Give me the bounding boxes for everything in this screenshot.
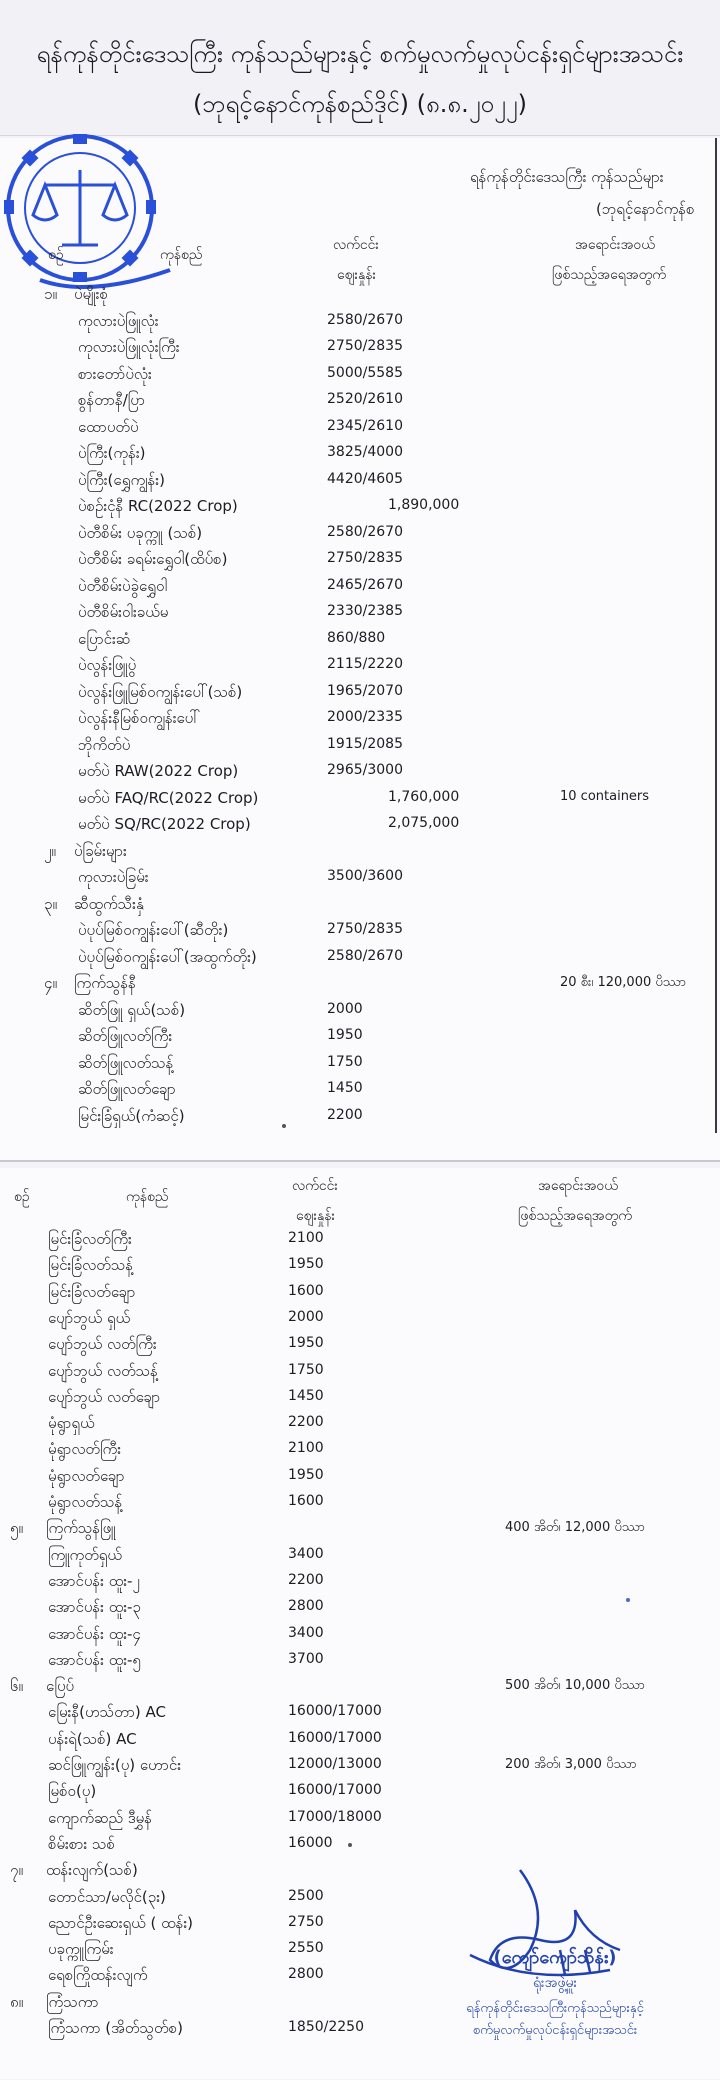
row-price: 1450 [288, 1387, 324, 1404]
row-price: 2100 [288, 1230, 324, 1246]
row-item-name: ပဲကြီး(ရွှေကျွန်း) [78, 470, 165, 489]
row-price: 2200 [288, 1414, 324, 1431]
col-item-header: ကုန်စည် [160, 247, 203, 263]
row-item-name: ကြံသကာ [46, 1992, 99, 2011]
col-price-header-top: လက်ငင်း [333, 237, 379, 253]
row-price: 1915/2085 [327, 735, 403, 752]
row-price: 1950 [327, 1027, 363, 1043]
row-item-name: ပျော်ဘွယ် လတ်ကြီး [48, 1335, 157, 1354]
col-price-header-top-p2: လက်ငင်း [292, 1178, 338, 1194]
signatory-role: ရုံးအဖွဲ့မှူး [533, 1975, 577, 1991]
row-price: 3500/3600 [327, 868, 403, 884]
row-price: 2,075,000 [388, 815, 460, 831]
row-price: 2115/2220 [327, 656, 403, 672]
row-price: 16000 [288, 1834, 333, 1851]
row-number: ၇။ [10, 1861, 23, 1880]
col-price-header-bottom: ဈေးနှုန်း [337, 267, 377, 283]
col-remark-header-bottom: ဖြစ်သည့်အရေအတွက် [552, 267, 666, 283]
ink-speck [626, 1598, 630, 1602]
page-edge-line [715, 138, 717, 1133]
row-price: 3400 [288, 1624, 324, 1641]
col-no-header-p2: စဉ် [14, 1189, 30, 1205]
row-price: 1850/2250 [288, 2019, 364, 2035]
row-price: 1,760,000 [388, 788, 460, 805]
row-item-name: ဆိတ်ဖြူ ရှယ်(သစ်) [78, 1000, 186, 1019]
row-item-name: မုံရွာလတ်ကြီး [48, 1440, 122, 1459]
row-item-name: စွန်တာနီ/ပြာ [78, 391, 146, 409]
row-price: 16000/17000 [288, 1782, 382, 1799]
row-price: 2750/2835 [327, 338, 403, 354]
row-price: 2580/2670 [327, 523, 403, 540]
row-item-name: ပဲတီစိမ်း ခရမ်းရွှေဝါ(ထိပ်စ) [78, 550, 228, 568]
row-price: 1965/2070 [327, 682, 403, 699]
row-item-name: ပဲလွန်းနီမြစ်ဝကျွန်းပေါ် [78, 709, 200, 727]
row-item-name: ပခုက္ကူကြမ်း [48, 1940, 114, 1959]
row-item-name: ပဲတီစိမ်းဝါးခယ်မ [78, 603, 169, 621]
association-seal-icon [0, 130, 185, 305]
row-item-name: ညောင်ဦးဆေးရှယ် ( ထန်း) [48, 1913, 194, 1932]
row-item-name: ကုလားပဲဖြူလုံးကြီး [78, 338, 180, 356]
row-item-name: အောင်ပန်း ထူး-၃ [48, 1598, 141, 1617]
row-item-name: ပဲတီစိမ်းပဲခွဲရွှေဝါ [78, 576, 168, 595]
col-price-header-bottom-p2: ဈေးနှုန်း [296, 1208, 336, 1224]
row-item-name: မုံရွာလတ်သန့် [48, 1493, 123, 1511]
row-number: ၃။ [44, 894, 57, 913]
row-item-name: မုံရွာရှယ် [48, 1414, 95, 1433]
row-item-name: အောင်ပန်း ထူး-၂ [48, 1571, 140, 1590]
doc-title-line1: ရန်ကုန်တိုင်းဒေသကြီး ကုန်သည်များနှင့် စက်မှုလက်မှုလုပ်ငန်းရှင်များအသင်း [36, 40, 684, 68]
row-price: 16000/17000 [288, 1729, 382, 1746]
row-item-name: မတ်ပဲ RAW(2022 Crop) [78, 762, 239, 780]
row-item-name: ပဲခြမ်းများ [74, 841, 127, 860]
row-item-name: ပျော်ဘွယ် ရှယ် [48, 1308, 131, 1327]
row-price: 2345/2610 [327, 417, 403, 434]
row-item-name: ပဲလွန်းဖြူမြစ်ဝကျွန်းပေါ်(သစ်) [78, 682, 243, 701]
row-number: ၄။ [44, 974, 57, 992]
row-item-name: ပဲလွန်းဖြူပွဲ [78, 656, 137, 674]
row-item-name: ကျောက်ဆည် ဒီမွှန် [48, 1808, 152, 1827]
row-item-name: ကြံသကာ (အိတ်သွတ်စ) [48, 2019, 183, 2037]
row-item-name: ကုလားပဲခြမ်း [78, 868, 149, 886]
row-item-name: ထောပတ်ပဲ [78, 417, 139, 436]
row-price: 1600 [288, 1282, 324, 1299]
row-price: 2200 [327, 1106, 363, 1123]
row-item-name: ပဲမျိုးစုံ [74, 285, 108, 303]
row-price: 1750 [327, 1053, 363, 1070]
row-price: 12000/13000 [288, 1756, 382, 1772]
row-item-name: ပြေပ် [46, 1677, 75, 1696]
row-price: 2520/2610 [327, 391, 403, 407]
row-item-name: အောင်ပန်း ထူး-၄ [48, 1624, 141, 1643]
title-banner [0, 0, 720, 136]
doc-title-line2: (ဘုရင့်နောင်ကုန်စည်ဒိုင်) (၈.၈.၂၀၂၂) [193, 90, 527, 118]
row-item-name: ပဲပုပ်မြစ်ဝကျွန်းပေါ်(ဆီတိုး) [78, 921, 229, 939]
row-item-name: ဆီထွက်သီးနှံ [74, 894, 144, 913]
row-item-name: ကြက်သွန်နီ [74, 974, 136, 992]
row-item-name: မြစ်ဝ(ပု) [48, 1782, 97, 1801]
row-item-name: ရေစကြိုထန်းလျက် [48, 1966, 148, 1985]
signatory-org-line2: စက်မှုလက်မှုလုပ်ငန်းရှင်များအသင်း [472, 2023, 638, 2038]
row-price: 2200 [288, 1571, 324, 1588]
row-price: 2800 [288, 1598, 324, 1615]
row-number: ၆။ [10, 1677, 23, 1696]
row-price: 3700 [288, 1650, 324, 1667]
row-price: 3400 [288, 1545, 324, 1562]
row-item-name: အောင်ပန်း ထူး-၅ [48, 1650, 141, 1669]
row-remark: 10 containers [560, 788, 650, 804]
row-price: 2965/3000 [327, 762, 403, 778]
row-item-name: ပဲကြီး(ကုန်း) [78, 444, 146, 462]
row-item-name: မတ်ပဲ SQ/RC(2022 Crop) [78, 815, 251, 833]
row-price: 1750 [288, 1361, 324, 1378]
sheet-header-line1: ရန်ကုန်တိုင်းဒေသကြီး ကုန်သည်များ [470, 168, 664, 186]
row-price: 17000/18000 [288, 1808, 382, 1825]
row-price: 2750/2835 [327, 550, 403, 566]
row-price: 1950 [288, 1256, 324, 1273]
row-price: 2800 [288, 1966, 324, 1983]
row-price: 5000/5585 [327, 364, 403, 381]
row-item-name: ပြောင်းဆံ [78, 629, 131, 648]
row-item-name: မြင်းခြံရှယ်(ကံဆင့်) [78, 1106, 185, 1125]
row-price: 2000 [327, 1000, 363, 1017]
row-price: 2550 [288, 1940, 324, 1957]
row-item-name: ဆိတ်ဖြူလတ်ကြီး [78, 1027, 173, 1045]
row-price: 3825/4000 [327, 444, 403, 460]
row-price: 2000 [288, 1308, 324, 1325]
row-item-name: ပဲစဉ်းငုံနီ RC(2022 Crop) [78, 497, 238, 515]
row-price: 860/880 [327, 629, 386, 646]
row-item-name: ပန်းရဲ(သစ်) AC [48, 1729, 137, 1748]
row-item-name: မြင်းခြံလတ်ကြီး [48, 1230, 132, 1248]
row-remark: 200 အိတ်၊ 3,000 ပိဿာ [505, 1757, 637, 1772]
row-price: 1450 [327, 1080, 363, 1096]
col-remark-header-bottom-p2: ဖြစ်သည့်အရေအတွက် [518, 1208, 632, 1224]
row-remark: 400 အိတ်၊ 12,000 ပိဿာ [505, 1520, 646, 1536]
row-price: 2750 [288, 1913, 324, 1930]
row-price: 16000/17000 [288, 1703, 382, 1720]
row-item-name: မတ်ပဲ FAQ/RC(2022 Crop) [78, 788, 259, 807]
row-price: 2000/2335 [327, 709, 403, 725]
row-price: 4420/4605 [327, 470, 403, 487]
row-item-name: ဘိုကိတ်ပဲ [78, 735, 131, 754]
row-price: 2580/2670 [327, 947, 403, 964]
row-item-name: ပျော်ဘွယ် လတ်သန့် [48, 1361, 158, 1380]
row-price: 2465/2670 [327, 576, 403, 593]
col-remark-header-top: အရောင်းအဝယ် [575, 237, 655, 253]
col-remark-header-top-p2: အရောင်းအဝယ် [538, 1178, 618, 1194]
row-item-name: ပဲပုပ်မြစ်ဝကျွန်းပေါ်(အထွက်တိုး) [78, 947, 257, 966]
row-item-name: ထန်းလျက်(သစ်) [46, 1861, 138, 1880]
row-item-name: စားတော်ပဲလုံး [78, 364, 152, 383]
row-price: 1950 [288, 1466, 324, 1483]
row-item-name: ပျော်ဘွယ် လတ်ချော [48, 1387, 161, 1406]
row-item-name: မုံရွာလတ်ချော [48, 1466, 125, 1485]
row-remark: 20 စီး၊ 120,000 ပိဿာ [560, 975, 687, 990]
row-price: 1950 [288, 1335, 324, 1352]
ink-speck [348, 1843, 352, 1847]
col-no-header: စဉ် [48, 247, 64, 263]
signatory-name: (ကျော်ကျော်သိန်း) [493, 1947, 617, 1968]
row-price: 1600 [288, 1493, 324, 1509]
row-item-name: မြေးနီ(ဟသ်တာ) AC [48, 1703, 166, 1722]
row-item-name: ဆင်ဖြူကျွန်း(ပု) ဟောင်း [48, 1756, 182, 1774]
col-item-header-p2: ကုန်စည် [126, 1189, 169, 1205]
ink-speck [282, 1124, 286, 1128]
row-number: ၂။ [44, 841, 56, 860]
row-price: 1,890,000 [388, 497, 460, 513]
row-item-name: ကုလားပဲဖြူလုံး [78, 311, 159, 330]
row-number: ၁။ [44, 285, 57, 303]
sheet-header-line2: (ဘုရင့်နောင်ကုန်စ [596, 200, 695, 218]
row-item-name: ကြက်သွန်ဖြူ [46, 1519, 116, 1538]
row-item-name: မြင်းခြံလတ်ချော [48, 1282, 136, 1301]
row-price: 2100 [288, 1440, 324, 1457]
signatory-org-line1: ရန်ကုန်တိုင်းဒေသကြီးကုန်သည်များနှင့် [466, 2001, 644, 2016]
row-item-name: ပဲတီစိမ်း ပခုက္ကူ (သစ်) [78, 523, 203, 542]
row-price: 2500 [288, 1887, 324, 1904]
row-item-name: ဆိတ်ဖြူလတ်ချော [78, 1080, 176, 1098]
row-item-name: စိမ်းစား သစ် [48, 1834, 115, 1853]
row-number: ၅။ [10, 1519, 23, 1538]
row-item-name: မြင်းခြံလတ်သန့် [48, 1256, 134, 1275]
row-price: 2580/2670 [327, 311, 403, 328]
row-remark: 500 အိတ်၊ 10,000 ပိဿာ [505, 1678, 646, 1694]
row-item-name: ကြူကုတ်ရှယ် [48, 1545, 122, 1564]
row-price: 2750/2835 [327, 921, 403, 937]
row-number: ၈။ [10, 1992, 24, 2011]
row-price: 2330/2385 [327, 603, 403, 619]
row-item-name: တောင်သာ/မလိုင်(၃း) [48, 1887, 166, 1906]
row-item-name: ဆိတ်ဖြူလတ်သန့် [78, 1053, 174, 1072]
